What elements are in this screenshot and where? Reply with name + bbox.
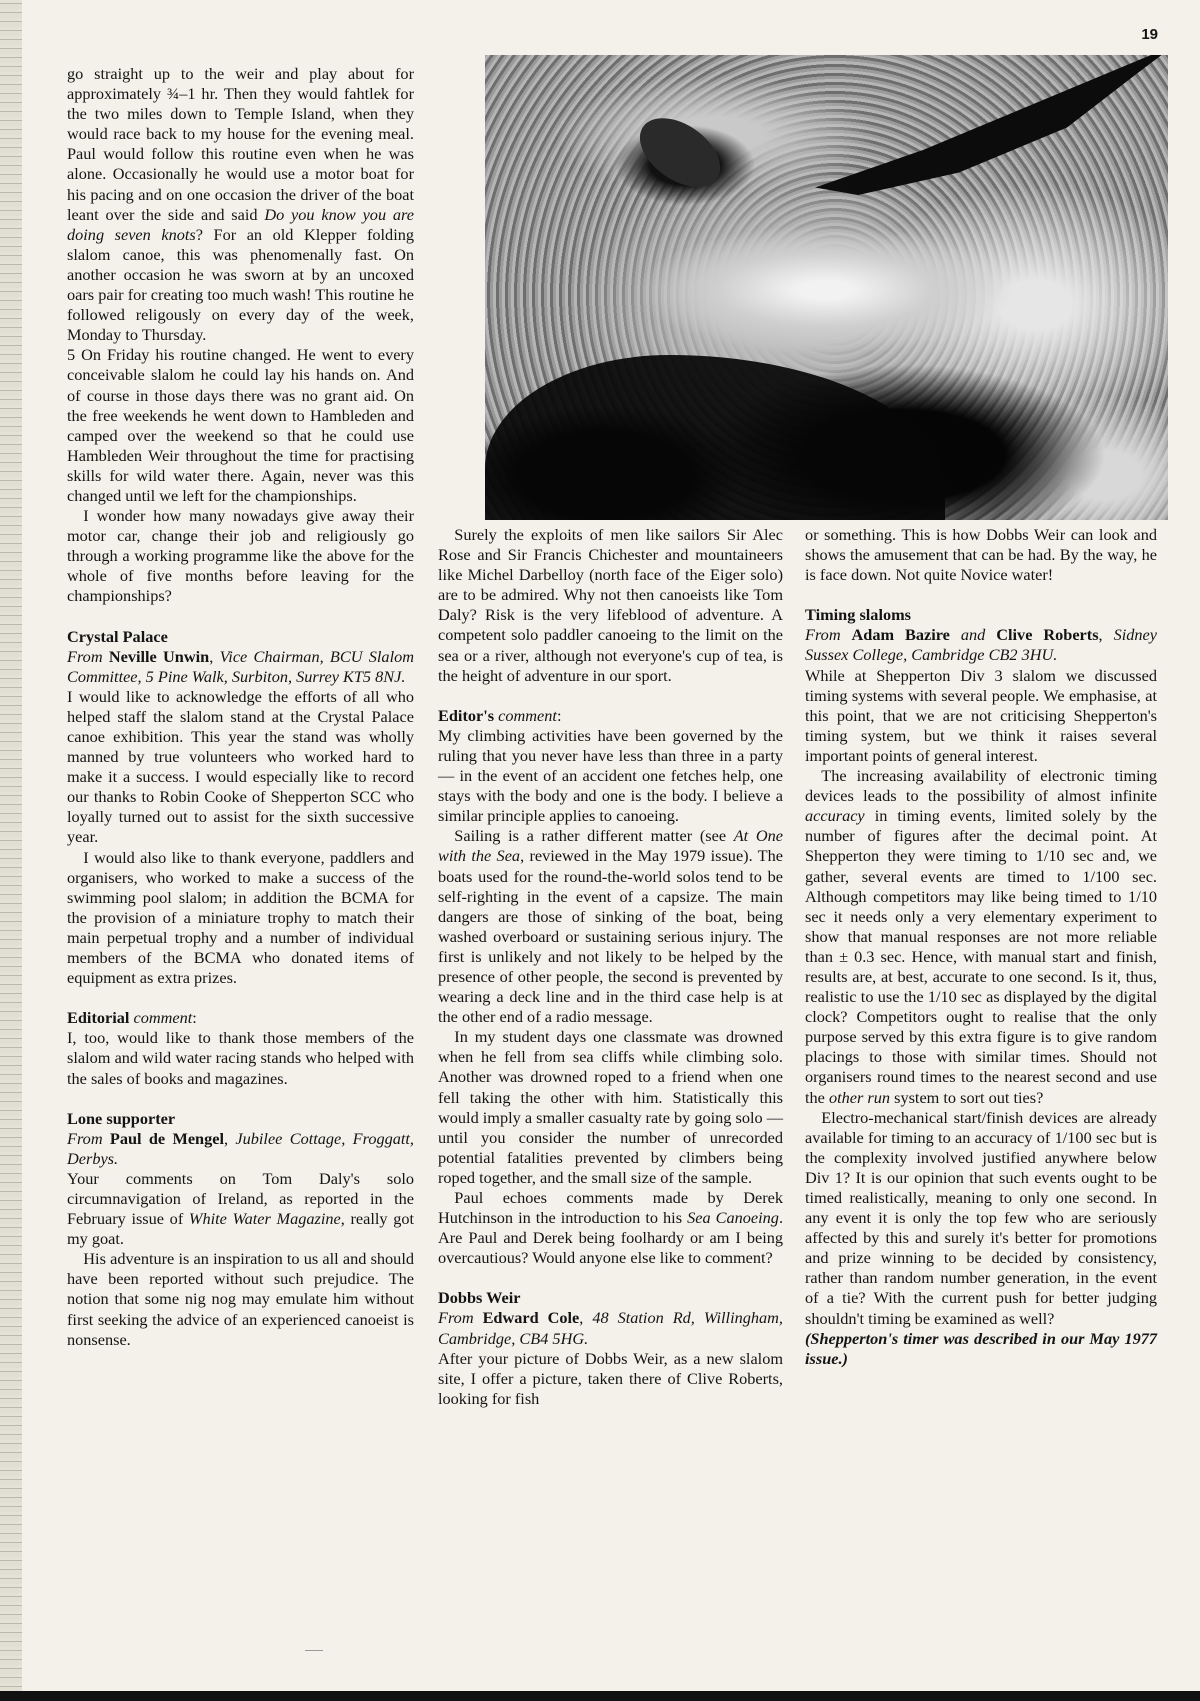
text-bold: Neville Unwin [108,646,210,666]
heading-lone-supporter: Lone supporter [67,1108,176,1128]
paragraph-wonder: I wonder how many nowadays give away their motor car, change their job and religiously go through a working programme like the above for the whole of five months before leaving for the championships? [67,506,414,606]
text-bold: Edward Cole [482,1308,580,1328]
text-span: Editor's [438,705,495,725]
paragraph-friday: 5 On Friday his routine changed. He went to every conceivable slalom he could lay his hands on. And of course in those days there was no grant aid. On the free weekends he went down to Hambleden and camped over the weekend so that he could use Hambleden Weir throughout the time for practising skills for wild water there. Again, never was this changed until we left for the championships. [67,345,414,505]
photo-paddler [627,104,732,201]
text-span: Editorial [67,1008,130,1028]
paragraph-timing-1: While at Shepperton Div 3 slalom we discussed timing systems with several people. We emphasise, at this point, that we are not criticising Shepperton's timing system, but we think it raises several important points of general interest. [805,665,1157,765]
heading-timing-slaloms: Timing slaloms [805,605,912,625]
text-italic: Do you know you are doing seven knots [67,204,414,244]
photo-dark-water [485,355,945,520]
text-bold: Adam Bazire [851,625,950,645]
text-italic: Vice Chairman, BCU Slalom Committee, 5 Pine Walk, Surbiton, Surrey KT5 8NJ. [67,646,414,686]
text-italic: and [960,625,986,645]
paragraph-student-days: In my student days one classmate was drowned when he fell from sea cliffs while climbing solo. Another was drowned roped to a friend when one fell taking the other with him. Statistically this would imply a smaller casualty rate by going solo — until you consider the number of unrecorded potential fatalities prevented by climbers being roped together, and the small size of the sample. [438,1027,784,1187]
text-span: , [1098,625,1103,645]
heading-crystal-palace: Crystal Palace [67,626,168,646]
text-span: : [192,1008,197,1028]
text-span: Sailing is a rather different matter (see [454,826,734,846]
text-italic: From [805,625,841,645]
text-italic: From [438,1308,474,1328]
text-span: Your comments on Tom Daly's solo circumnavigation of Ireland, as reported in the February issue of [67,1168,414,1229]
byline-dobbs-weir [438,1308,783,1348]
note-shepperton-timer [805,1329,1157,1369]
text-italic: Sea Canoeing [687,1208,779,1228]
text-bold: Clive Roberts [996,625,1099,645]
text-span: go straight up to the weir and play about for approximately ¾–1 hr. Then they would fahtlek for the two miles down to Temple Island, when they would race back to my house for the evening meal. Paul would follow this routine even when he was alone. Occasionally he would use a motor boat for his pacing and on one occasion the driver of the boat leant over the side and said [67,64,414,224]
paragraph-crystal-1: I would like to acknowledge the efforts of all who helped staff the slalom stand at the Crystal Palace canoe exhibition. This year the stand was wholly manned by true volunteers who worked hard to make it a success. I would especially like to record our thanks to Robin Cooke of Shepperton SCC who loyally turned out to assist for the sixth successive year. [67,686,414,847]
text-italic: From [67,646,103,666]
column-3 [805,525,1157,1369]
text-span: , [224,1128,229,1148]
paragraph-dobbs: After your picture of Dobbs Weir, as a new slalom site, I offer a picture, taken there of Clive Roberts, looking for fish [438,1348,783,1408]
page-number: 19 [1141,26,1158,43]
paragraph-timing-2 [805,766,1157,1108]
text-span: , reviewed in the May 1979 issue). The boats used for the round-the-world solos tend to be self-righting in the event of a capsize. The main dangers are those of sinking of the boat, being washed overboard or sustaining serious injury. The first is unlikely and not likely to be helped by the presence of other people, the second is prevented by wearing a deck line and in the third case help is at the other end of a radio message. [438,846,783,1027]
text-span: system to sort out ties? [890,1087,1044,1107]
paragraph-climbing: My climbing activities have been governed by the ruling that you never have less than three in a party — in the event of an accident one fetches help, one stays with the body and one is the body. I believe a similar principle applies to canoeing. [438,725,783,826]
bottom-edge [0,1691,1200,1701]
text-italic: 48 Station Rd, Willingham, Cambridge, CB4 5HG. [438,1308,783,1348]
text-span: , [579,1308,584,1328]
paragraph-crystal-2: I would also like to thank everyone, paddlers and organisers, who worked to make a success of the swimming pool slalom; in addition the BCMA for the provision of a miniature trophy to match their main perpetual trophy and a number of individual members of the BCMA who donated items of equipment as extra prizes. [67,847,414,988]
photo-splash [635,225,1015,355]
paragraph-timing-3: Electro-mechanical start/finish devices are already available for timing to an accuracy of 1/100 sec but is the complexity involved justified anywhere below Div 1? It is our opinion that such events ought to be timed realistically, meaning to only one second. In any event it is only the top few who are seriously affected by this and surely it's better for promotions and prize winning to be decided by consistency, rather than random number generation, in the event of a tie? With the current push for better judging shouldn't timing be examined as well? [805,1107,1157,1328]
byline-timing-slaloms [805,625,1157,665]
paragraph-lone-1 [67,1169,414,1249]
paragraph-sailing [438,826,783,1027]
text-italic: Sidney Sussex College, Cambridge CB2 3HU. [805,625,1157,665]
text-span: Paul echoes comments made by Derek Hutchinson in the introduction to his [438,1188,783,1228]
paragraph-editorial: I, too, would like to thank those members of the slalom and wild water racing stands who helped with the sales of books and magazines. [67,1028,414,1088]
heading-editorial-comment [67,1008,414,1028]
text-span: . Are Paul and Derek being foolhardy or am I being overcautious? Would anyone else like to comment? [438,1208,784,1268]
text-italic: comment [498,705,557,725]
byline-lone-supporter [67,1129,414,1169]
byline-crystal-palace [67,647,414,687]
paragraph-routine [67,64,414,345]
paragraph-lone-2: His adventure is an inspiration to us all and should have been reported without such prejudice. The notion that some nig nog may emulate him without first seeking the advice of an experienced canoeist is nonsense. [67,1249,414,1349]
heading-editors-comment [438,706,783,726]
text-italic: comment [133,1008,193,1028]
photo-kayak-in-white-water [485,55,1168,520]
text-italic: Jubilee Cottage, Froggatt, Derbys. [67,1128,414,1168]
heading-dobbs-weir: Dobbs Weir [438,1288,521,1308]
print-mark [305,1650,323,1651]
paragraph-dobbs-continued: or something. This is how Dobbs Weir can look and shows the amusement that can be had. By the way, he is face down. Not quite Novice water! [805,525,1157,585]
binding-edge [0,0,22,1701]
text-italic: (Shepperton's timer was described in our May 1977 issue.) [805,1328,1157,1368]
text-span: The increasing availability of electronic timing devices leads to the possibility of almost infinite [805,766,1157,806]
text-span: in timing events, limited solely by the number of figures after the decimal point. At Shepperton they were timing to 1/10 sec and, we gather, several events are timed to 1/100 sec. Although competitors may like being timed to 1/10 sec it needs only a very elementary experiment to show that manual responses are not more reliable than ± 0.3 sec. Hence, with manual start and finish, results are, at best, accurate to one second. Is it, thus, realistic to use the 1/10 sec as displayed by the digital clock? Competitors ought to realise that the only purpose served by this extra figure is to give random placings to those with similar times. Should not organisers round times to the nearest second and use the [805,806,1157,1107]
text-span: , [209,646,214,666]
text-italic: At One with the Sea [438,826,783,866]
text-span: , really got my goat. [67,1209,415,1249]
column-2 [438,525,783,1409]
column-1 [67,64,414,1350]
paragraph-exploits: Surely the exploits of men like sailors Sir Alec Rose and Sir Francis Chichester and mountaineers like Michel Darbelloy (north face of the Eiger solo) are to be admired. Why not then canoeists like Tom Daly? Risk is the very lifeblood of adventure. A competent solo paddler canoeing to the limit on the sea or a river, although not everyone's cup of tea, is the height of adventure in our sport. [438,525,783,685]
text-italic: From [67,1128,103,1148]
paragraph-paul-echoes [438,1188,783,1268]
photo-kayak-bow [815,55,1168,195]
text-span: ? For an old Klepper folding slalom canoe, this was phenomenally fast. On another occasion he was sworn at by an uncoxed oars pair for creating too much wash! This routine he followed religously on every day of the week, Monday to Thursday. [67,224,415,345]
text-italic: accuracy [805,806,865,826]
text-bold: Paul de Mengel [109,1128,224,1148]
text-italic: other run [828,1087,891,1107]
text-italic: White Water Magazine [188,1209,341,1229]
text-span: : [556,705,562,725]
